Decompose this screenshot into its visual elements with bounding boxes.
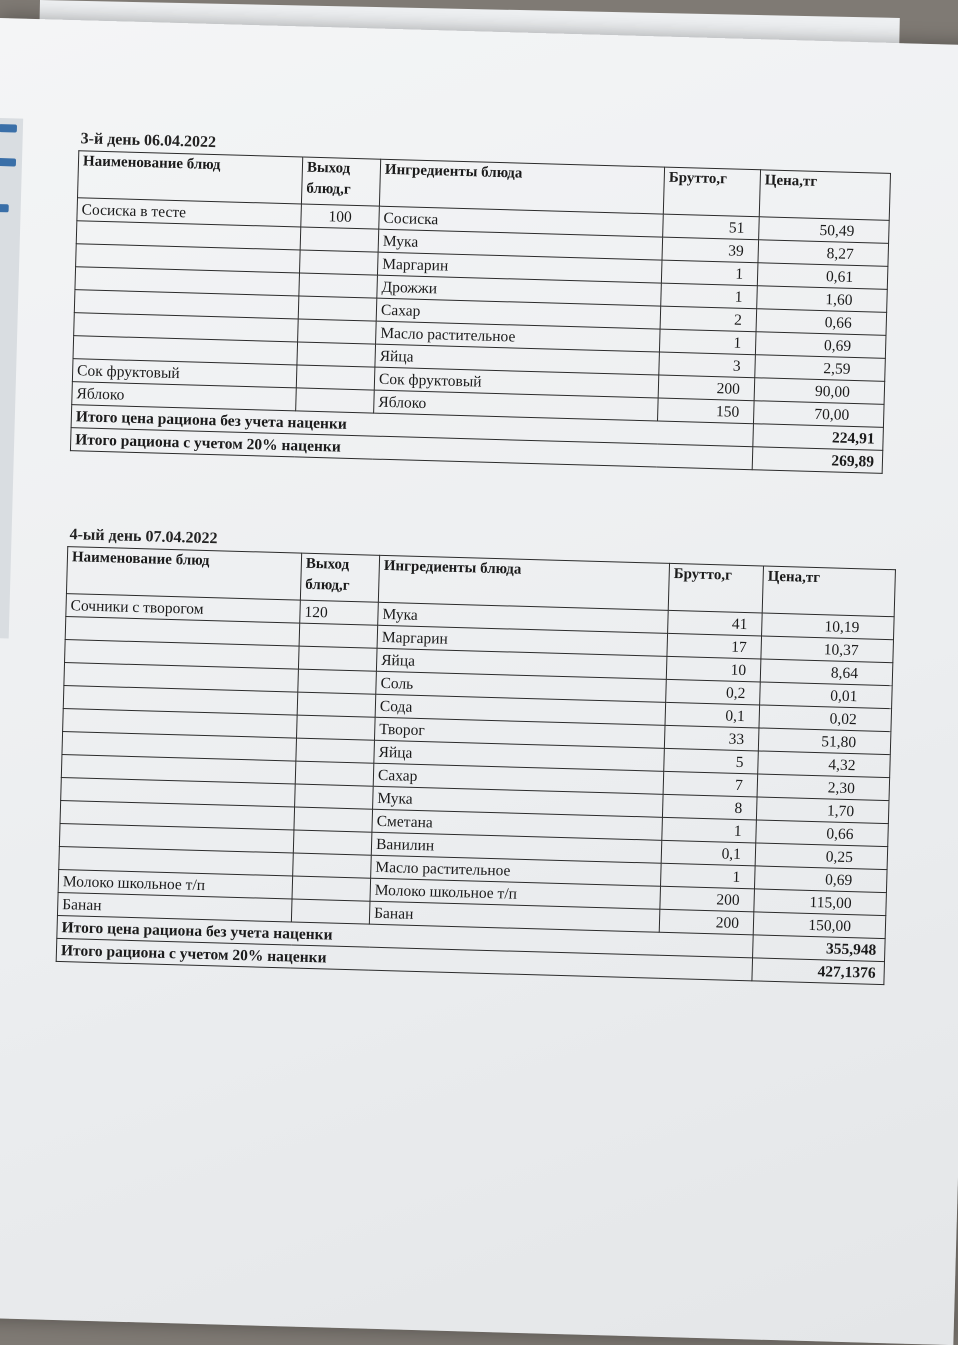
- yield-cell: 120: [300, 600, 379, 625]
- blue-mark: [0, 158, 16, 166]
- gross-cell: 1: [662, 817, 757, 843]
- total-row-label: Итого цена рациона без учета наценки: [57, 915, 753, 957]
- header-ingredients: Ингредиенты блюда: [378, 555, 669, 610]
- dish-cell: Яблоко: [72, 382, 297, 411]
- gross-cell: 17: [667, 633, 762, 659]
- markup-total-row-label: Итого рациона с учетом 20% наценки: [70, 428, 752, 470]
- yield-cell: [299, 250, 378, 275]
- header-yield: Выход блюд,г: [300, 553, 379, 602]
- yield-cell: [300, 227, 379, 252]
- gross-cell: 200: [660, 886, 755, 912]
- gross-cell: 2: [660, 306, 757, 332]
- blue-mark: [0, 124, 17, 132]
- underlying-page-edge: [0, 118, 23, 639]
- dish-cell: Сосиска в тесте: [77, 198, 302, 227]
- markup-total-row-value: 427,1376: [752, 958, 885, 985]
- gross-cell: 1: [661, 863, 756, 889]
- gross-cell: 0,1: [661, 840, 756, 866]
- ingredient-cell: Сок фруктовый: [374, 367, 659, 398]
- yield-cell: 100: [301, 204, 380, 229]
- ingredient-cell: Маргарин: [377, 625, 668, 656]
- yield-cell: [297, 692, 376, 717]
- gross-cell: 1: [661, 283, 758, 309]
- price-cell: 10,19: [762, 613, 895, 640]
- day3-menu-table: [70, 150, 891, 474]
- yield-cell: [297, 715, 376, 740]
- ingredient-cell: Творог: [374, 717, 665, 748]
- gross-cell: 10: [666, 656, 761, 682]
- yield-cell: [293, 830, 372, 855]
- gross-cell: 200: [658, 375, 755, 401]
- price-cell: 1,60: [757, 286, 888, 313]
- gross-cell: 3: [659, 352, 756, 378]
- price-cell: 0,61: [757, 263, 888, 290]
- price-cell: 0,69: [754, 866, 887, 893]
- price-cell: 8,27: [758, 240, 889, 267]
- yield-cell: [298, 319, 377, 344]
- header-yield: Выход блюд,г: [301, 157, 380, 206]
- header-dish: Наименование блюд: [78, 151, 303, 204]
- markup-total-row-label: Итого рациона с учетом 20% наценки: [56, 938, 752, 980]
- price-cell: 0,25: [755, 843, 888, 870]
- yield-cell: [294, 807, 373, 832]
- gross-cell: 39: [662, 237, 759, 263]
- header-gross: Брутто,г: [668, 563, 763, 613]
- ingredient-cell: Маргарин: [377, 252, 662, 283]
- gross-cell: 33: [664, 725, 759, 751]
- ingredient-cell: Сахар: [376, 298, 661, 329]
- total-row-label: Итого цена рациона без учета наценки: [71, 405, 753, 447]
- price-cell: 8,64: [760, 659, 893, 686]
- day4-title: 4-ый день 07.04.2022: [69, 526, 218, 548]
- total-row-value: 224,91: [753, 424, 884, 451]
- price-cell: 0,01: [760, 682, 893, 709]
- price-cell: 115,00: [754, 889, 887, 916]
- yield-cell: [293, 853, 372, 878]
- price-cell: 1,70: [756, 797, 889, 824]
- gross-cell: 5: [664, 748, 759, 774]
- dish-cell: Сок фруктовый: [72, 359, 297, 388]
- header-price: Цена,тг: [759, 170, 890, 221]
- yield-cell: [297, 342, 376, 367]
- yield-cell: [296, 738, 375, 763]
- ingredient-cell: Мука: [373, 786, 664, 817]
- ingredient-cell: Масло растительное: [371, 855, 662, 886]
- price-cell: 0,02: [759, 705, 892, 732]
- gross-cell: 0,2: [666, 679, 761, 705]
- price-cell: 10,37: [761, 636, 894, 663]
- yield-cell: [299, 623, 378, 648]
- ingredient-cell: Яйца: [376, 648, 667, 679]
- header-price: Цена,тг: [762, 566, 895, 617]
- header-gross: Брутто,г: [663, 167, 760, 217]
- price-cell: 90,00: [754, 378, 885, 405]
- ingredient-cell: Мука: [378, 229, 663, 260]
- header-dish: Наименование блюд: [66, 547, 301, 601]
- header-ingredients: Ингредиенты блюда: [379, 159, 664, 214]
- gross-cell: 7: [663, 771, 758, 797]
- yield-cell: [298, 296, 377, 321]
- yield-cell: [295, 761, 374, 786]
- ingredient-cell: Сода: [375, 694, 666, 725]
- ingredient-cell: Молоко школьное т/п: [370, 878, 661, 909]
- price-cell: 70,00: [753, 401, 884, 428]
- ingredient-cell: Яйца: [374, 740, 665, 771]
- ingredient-cell: Дрожжи: [377, 275, 662, 306]
- yield-cell: [299, 273, 378, 298]
- price-cell: 0,66: [756, 309, 887, 336]
- ingredient-cell: Масло растительное: [376, 321, 661, 352]
- yield-cell: [298, 669, 377, 694]
- yield-cell: [296, 388, 375, 413]
- ingredient-cell: Сахар: [373, 763, 664, 794]
- gross-cell: 150: [658, 398, 755, 424]
- ingredient-cell: Яйца: [375, 344, 660, 375]
- price-cell: 0,69: [755, 332, 886, 359]
- price-cell: 0,66: [756, 820, 889, 847]
- total-row-value: 355,948: [753, 935, 886, 962]
- gross-cell: 8: [662, 794, 757, 820]
- dish-cell: Молоко школьное т/п: [58, 869, 293, 899]
- yield-cell: [298, 646, 377, 671]
- ingredient-cell: Сосиска: [379, 206, 664, 237]
- yield-cell: [296, 365, 375, 390]
- gross-cell: 41: [668, 610, 763, 636]
- markup-total-row-value: 269,89: [752, 447, 883, 474]
- blue-mark: [0, 204, 9, 212]
- day3-title: 3-й день 06.04.2022: [80, 130, 217, 152]
- yield-cell: [295, 784, 374, 809]
- day4-menu-table: [56, 546, 896, 985]
- ingredient-cell: Ванилин: [371, 832, 662, 863]
- price-cell: 2,30: [757, 774, 890, 801]
- gross-cell: 1: [659, 329, 756, 355]
- yield-cell: [292, 876, 371, 901]
- gross-cell: 51: [663, 214, 760, 240]
- document-page: [0, 18, 958, 1345]
- yield-cell: [291, 899, 370, 924]
- ingredient-cell: Банан: [369, 901, 660, 932]
- ingredient-cell: Соль: [376, 671, 667, 702]
- price-cell: 4,32: [758, 751, 891, 778]
- ingredient-cell: Мука: [378, 602, 669, 633]
- price-cell: 51,80: [758, 728, 891, 755]
- dish-cell: Банан: [57, 892, 292, 922]
- dish-cell: Сочники с творогом: [66, 594, 301, 624]
- gross-cell: 0,1: [665, 702, 760, 728]
- gross-cell: 200: [659, 909, 754, 935]
- price-cell: 50,49: [759, 217, 890, 244]
- price-cell: 2,59: [755, 355, 886, 382]
- ingredient-cell: Сметана: [372, 809, 663, 840]
- ingredient-cell: Яблоко: [374, 390, 659, 421]
- gross-cell: 1: [661, 260, 758, 286]
- price-cell: 150,00: [753, 912, 886, 939]
